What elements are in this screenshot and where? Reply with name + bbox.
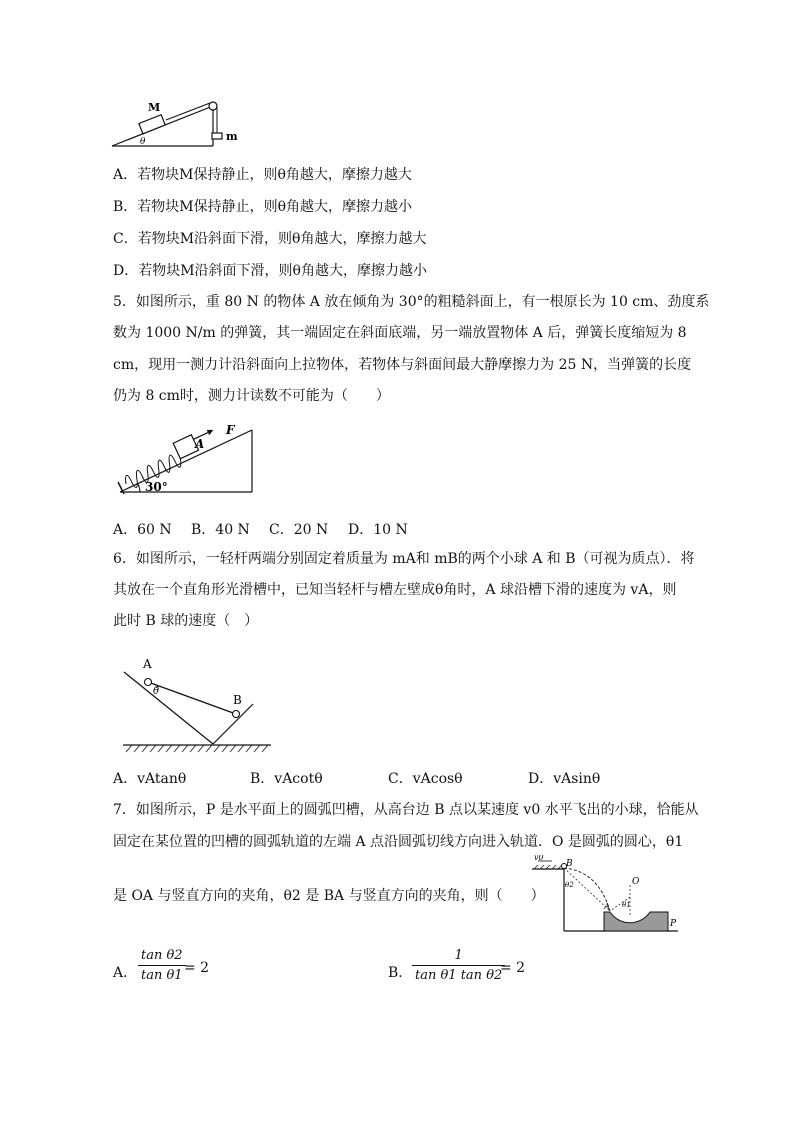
q6-option-c[interactable]: C．vAcosθ: [388, 771, 463, 787]
q7-stem-line-3: 是 OA 与竖直方向的夹角，θ2 是 BA 与竖直方向的夹角，则（ ）: [113, 888, 545, 904]
q7-option-a-denominator: tan θ1: [141, 968, 183, 983]
q7-option-b-fraction-bar: [412, 965, 505, 966]
q6-label-theta: θ: [153, 686, 160, 697]
q7-option-a-rhs: = 2: [184, 960, 210, 976]
q5-label-F: F: [226, 423, 235, 437]
q4-block-M: [139, 115, 165, 134]
q5-stem-line-4: 仍为 8 cm时，测力计读数不可能为（ ）: [113, 388, 390, 404]
q4-pulley: [209, 102, 217, 110]
q4-option-a[interactable]: A．若物块M保持静止，则θ角越大，摩擦力越大: [113, 167, 412, 183]
q7-label-P: P: [670, 919, 677, 929]
q7-option-a-label[interactable]: A．: [113, 965, 138, 981]
q7-stem-line-1: 7．如图所示，P 是水平面上的圆弧凹槽，从高台边 B 点以某速度 v0 水平飞出的小球，恰能从: [113, 802, 699, 818]
q7-stem-line-2: 固定在某位置的凹槽的圆弧轨道的左端 A 点沿圆弧切线方向进入轨道．O 是圆弧的圆心，θ1: [113, 834, 684, 850]
q7-label-A: A: [604, 902, 610, 911]
q4-figure: [110, 96, 260, 151]
q4-block-m: [212, 133, 222, 139]
q4-option-c[interactable]: C．若物块M沿斜面下滑，则θ角越大，摩擦力越大: [113, 231, 427, 247]
q7-label-t1: θ1: [622, 901, 631, 909]
q6-label-B: B: [233, 693, 242, 707]
q6-ball-A: [145, 679, 152, 686]
q4-label-M: M: [148, 101, 161, 114]
q7-option-b-label[interactable]: B．: [388, 965, 413, 981]
q7-option-a-fraction-bar: [138, 965, 186, 966]
q5-label-A: A: [195, 437, 205, 451]
q7-label-t2: θ2: [565, 881, 574, 889]
q7-option-b-rhs: = 2: [500, 960, 526, 976]
q7-label-B: B: [566, 859, 573, 869]
q6-option-a[interactable]: A．vAtanθ: [113, 771, 187, 787]
q6-floor-hatch: [126, 745, 268, 752]
q5-stem-line-3: cm，现用一测力计沿斜面向上拉物体，若物体与斜面间最大静摩擦力为 25 N，当弹簧的长度: [113, 357, 692, 373]
q6-left-wall: [124, 672, 213, 744]
q6-ball-B: [233, 711, 240, 718]
q4-option-b[interactable]: B．若物块M保持静止，则θ角越大，摩擦力越小: [113, 199, 413, 215]
q5-label-angle: 30°: [145, 480, 168, 494]
q6-stem-line-1: 6．如图所示，一轻杆两端分别固定着质量为 mA和 mB的两个小球 A 和 B（可视为质点）．将: [113, 551, 695, 567]
q5-option-d[interactable]: D．10 N: [348, 522, 408, 538]
q7-groove: [604, 912, 668, 931]
q6-figure: [118, 652, 276, 754]
q7-option-a-numerator: tan θ2: [141, 948, 183, 963]
q7-option-b-fraction: [412, 948, 505, 983]
q5-figure: [112, 420, 257, 497]
q5-option-b[interactable]: B．40 N: [191, 522, 250, 538]
q7-option-b-denominator: tan θ1 tan θ2: [415, 968, 503, 983]
q4-label-theta: θ: [140, 137, 146, 147]
q5-angle-arc: [138, 484, 140, 492]
q4-label-m: m: [226, 130, 238, 143]
q6-stem-line-2: 其放在一个直角形光滑槽中，已知当轻杆与槽左壁成θ角时，A 球沿槽下滑的速度为 vA，则: [113, 582, 677, 598]
q6-label-A: A: [143, 657, 152, 671]
q5-force-arrowhead: [207, 427, 215, 435]
q6-right-wall: [213, 704, 253, 744]
q5-stem-line-1: 5．如图所示，重 80 N 的物体 A 放在倾角为 30°的粗糙斜面上，有一根原长为 10 cm、劲度系: [113, 294, 710, 310]
q7-figure: [528, 855, 688, 935]
q5-stem-line-2: 数为 1000 N/m 的弹簧，其一端固定在斜面底端，另一端放置物体 A 后，弹簧长度缩短为 8: [113, 325, 687, 341]
q6-option-b[interactable]: B．vAcotθ: [250, 771, 323, 787]
q5-option-c[interactable]: C．20 N: [269, 522, 329, 538]
q6-stem-line-3: 此时 B 球的速度（ ）: [113, 613, 259, 629]
q7-option-b-numerator: 1: [454, 948, 463, 963]
q4-rope: [166, 103, 210, 120]
q7-option-a-fraction: [138, 948, 186, 983]
q5-option-a[interactable]: A．60 N: [113, 522, 172, 538]
q6-option-d[interactable]: D．vAsinθ: [528, 771, 601, 787]
q7-label-O: O: [632, 877, 640, 887]
q4-option-d[interactable]: D．若物块M沿斜面下滑，则θ角越大，摩擦力越小: [113, 263, 427, 279]
q7-label-v0: v0: [534, 855, 544, 862]
q6-rod: [148, 682, 236, 714]
